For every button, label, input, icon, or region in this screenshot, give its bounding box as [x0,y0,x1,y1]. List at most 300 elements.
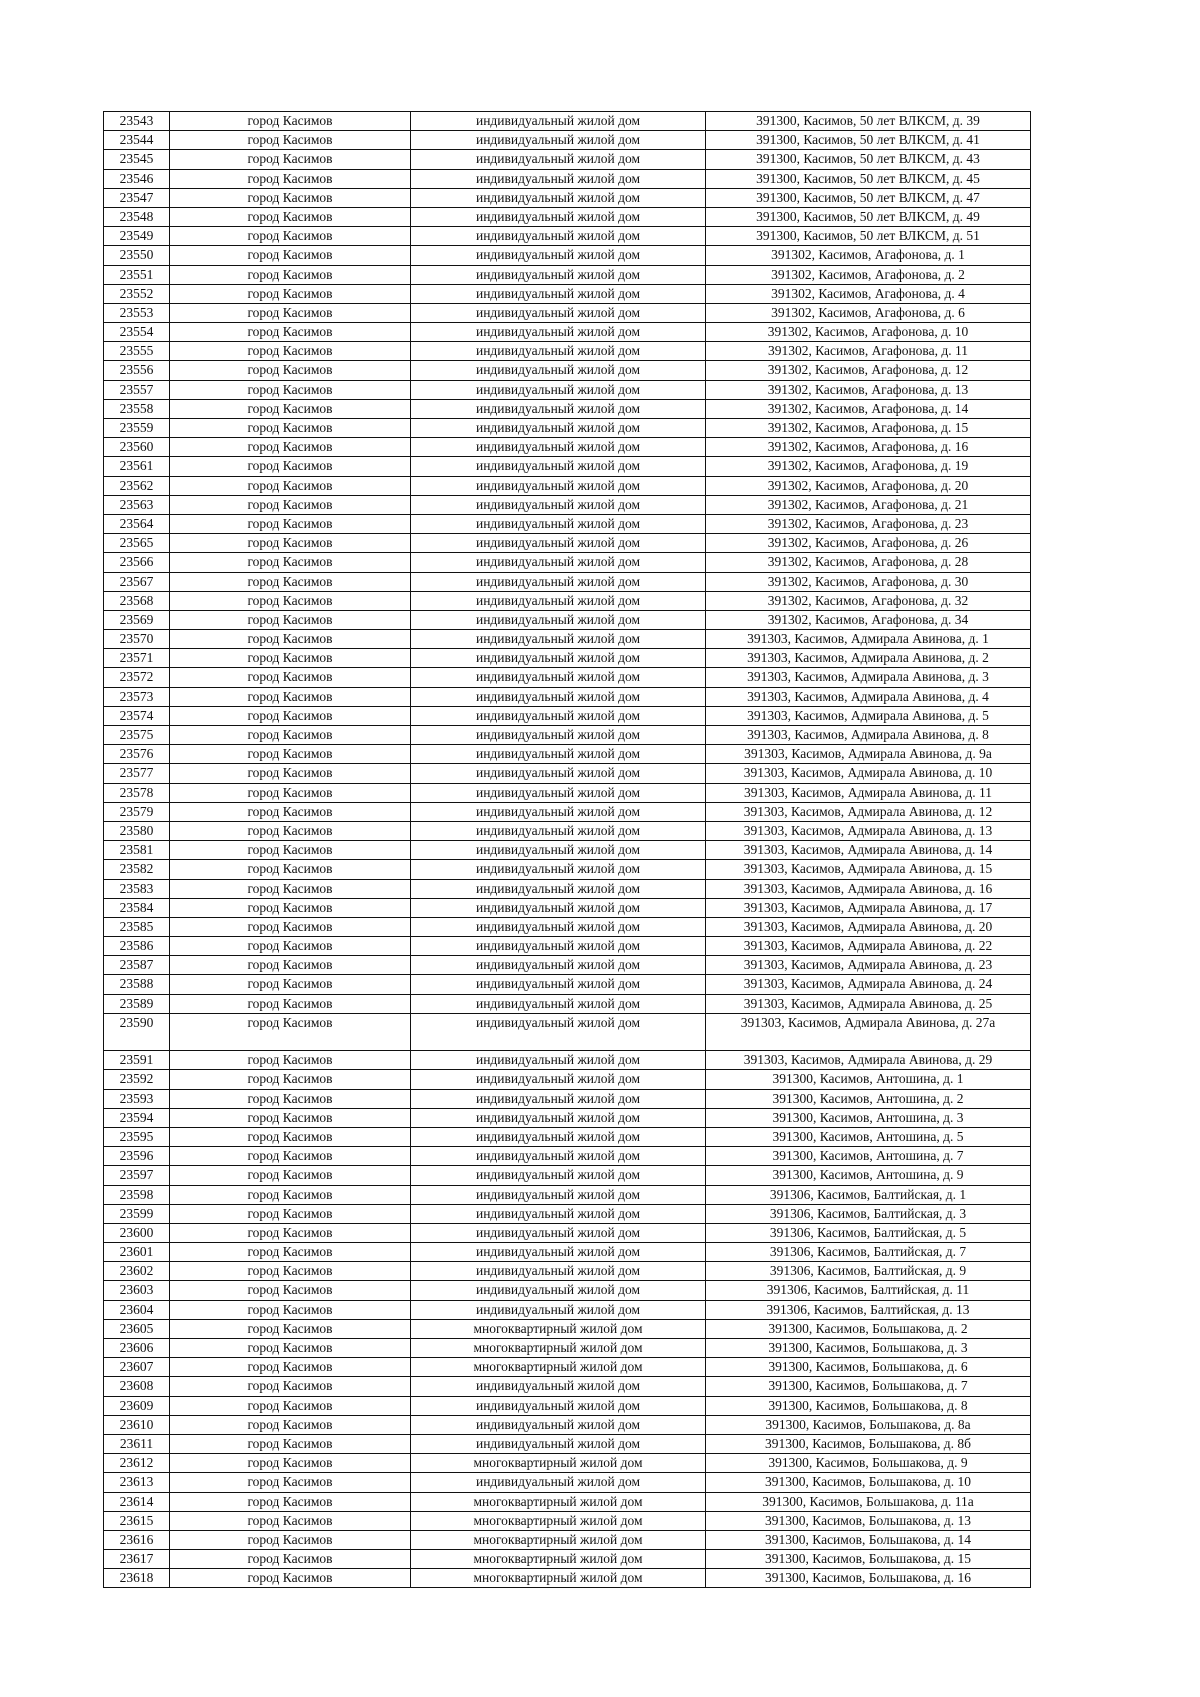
locality-cell: город Касимов [170,1473,411,1492]
locality-cell: город Касимов [170,1415,411,1434]
table-row [104,956,1031,975]
locality-cell: город Касимов [170,342,411,361]
address-cell: 391300, Касимов, Антошина, д. 2 [706,1089,1031,1108]
address-cell: 391300, Касимов, 50 лет ВЛКСМ, д. 47 [706,188,1031,207]
building-type-cell: индивидуальный жилой дом [411,860,706,879]
locality-cell: город Касимов [170,1281,411,1300]
record-number-cell: 23577 [104,764,170,783]
record-number-cell: 23569 [104,610,170,629]
building-type-cell: индивидуальный жилой дом [411,284,706,303]
building-type-cell: индивидуальный жилой дом [411,361,706,380]
record-number-cell: 23609 [104,1396,170,1415]
locality-cell: город Касимов [170,207,411,226]
table-row [104,783,1031,802]
address-cell: 391302, Касимов, Агафонова, д. 23 [706,514,1031,533]
record-number-cell: 23564 [104,514,170,533]
building-type-cell: индивидуальный жилой дом [411,342,706,361]
table-row [104,975,1031,994]
record-number-cell: 23583 [104,879,170,898]
building-type-cell: индивидуальный жилой дом [411,380,706,399]
building-type-cell: индивидуальный жилой дом [411,610,706,629]
building-type-cell: индивидуальный жилой дом [411,265,706,284]
address-cell: 391302, Касимов, Агафонова, д. 15 [706,419,1031,438]
record-number-cell: 23574 [104,706,170,725]
record-number-cell: 23568 [104,591,170,610]
record-number-cell: 23543 [104,112,170,131]
record-number-cell: 23618 [104,1569,170,1588]
address-cell: 391302, Касимов, Агафонова, д. 16 [706,438,1031,457]
record-number-cell: 23590 [104,1013,170,1050]
record-number-cell: 23605 [104,1319,170,1338]
record-number-cell: 23575 [104,726,170,745]
table-row [104,227,1031,246]
record-number-cell: 23616 [104,1530,170,1549]
table-row [104,1319,1031,1338]
building-type-cell: индивидуальный жилой дом [411,1089,706,1108]
table-row [104,726,1031,745]
building-type-cell: индивидуальный жилой дом [411,841,706,860]
building-type-cell: индивидуальный жилой дом [411,630,706,649]
locality-cell: город Касимов [170,1262,411,1281]
table-row [104,246,1031,265]
address-cell: 391302, Касимов, Агафонова, д. 32 [706,591,1031,610]
building-type-cell: индивидуальный жилой дом [411,994,706,1013]
table-row [104,112,1031,131]
locality-cell: город Касимов [170,726,411,745]
record-number-cell: 23560 [104,438,170,457]
address-cell: 391302, Касимов, Агафонова, д. 19 [706,457,1031,476]
table-row [104,610,1031,629]
record-number-cell: 23617 [104,1550,170,1569]
table-row [104,380,1031,399]
building-type-cell: индивидуальный жилой дом [411,917,706,936]
locality-cell: город Касимов [170,764,411,783]
table-row [104,1223,1031,1242]
record-number-cell: 23594 [104,1108,170,1127]
record-number-cell: 23552 [104,284,170,303]
locality-cell: город Касимов [170,610,411,629]
building-type-cell: индивидуальный жилой дом [411,207,706,226]
locality-cell: город Касимов [170,1204,411,1223]
address-cell: 391306, Касимов, Балтийская, д. 3 [706,1204,1031,1223]
address-cell: 391302, Касимов, Агафонова, д. 14 [706,399,1031,418]
table-row [104,706,1031,725]
address-cell: 391300, Касимов, Большакова, д. 16 [706,1569,1031,1588]
record-number-cell: 23565 [104,534,170,553]
address-cell: 391303, Касимов, Адмирала Авинова, д. 25 [706,994,1031,1013]
address-cell: 391300, Касимов, Большакова, д. 8б [706,1434,1031,1453]
locality-cell: город Касимов [170,131,411,150]
table-row [104,1415,1031,1434]
locality-cell: город Касимов [170,956,411,975]
record-number-cell: 23555 [104,342,170,361]
locality-cell: город Касимов [170,917,411,936]
locality-cell: город Касимов [170,860,411,879]
locality-cell: город Касимов [170,495,411,514]
table-row [104,399,1031,418]
record-number-cell: 23596 [104,1147,170,1166]
record-number-cell: 23607 [104,1358,170,1377]
table-row [104,1454,1031,1473]
address-cell: 391303, Касимов, Адмирала Авинова, д. 22 [706,937,1031,956]
table-row [104,572,1031,591]
locality-cell: город Касимов [170,284,411,303]
record-number-cell: 23615 [104,1511,170,1530]
address-cell: 391302, Касимов, Агафонова, д. 11 [706,342,1031,361]
record-number-cell: 23612 [104,1454,170,1473]
building-type-cell: индивидуальный жилой дом [411,706,706,725]
record-number-cell: 23567 [104,572,170,591]
building-type-cell: индивидуальный жилой дом [411,303,706,322]
locality-cell: город Касимов [170,1319,411,1338]
locality-cell: город Касимов [170,1147,411,1166]
record-number-cell: 23558 [104,399,170,418]
address-cell: 391302, Касимов, Агафонова, д. 10 [706,323,1031,342]
address-cell: 391302, Касимов, Агафонова, д. 26 [706,534,1031,553]
address-cell: 391302, Касимов, Агафонова, д. 6 [706,303,1031,322]
building-type-cell: многоквартирный жилой дом [411,1550,706,1569]
table-row [104,1051,1031,1070]
table-row [104,1492,1031,1511]
building-type-cell: индивидуальный жилой дом [411,745,706,764]
address-cell: 391302, Касимов, Агафонова, д. 4 [706,284,1031,303]
locality-cell: город Касимов [170,438,411,457]
locality-cell: город Касимов [170,1300,411,1319]
address-cell: 391306, Касимов, Балтийская, д. 7 [706,1243,1031,1262]
building-type-cell: индивидуальный жилой дом [411,1377,706,1396]
building-type-cell: индивидуальный жилой дом [411,802,706,821]
locality-cell: город Касимов [170,1051,411,1070]
building-type-cell: индивидуальный жилой дом [411,764,706,783]
table-row [104,1185,1031,1204]
building-type-cell: индивидуальный жилой дом [411,1013,706,1050]
address-table [103,111,1031,1588]
locality-cell: город Касимов [170,1166,411,1185]
address-cell: 391302, Касимов, Агафонова, д. 28 [706,553,1031,572]
record-number-cell: 23586 [104,937,170,956]
locality-cell: город Касимов [170,1511,411,1530]
locality-cell: город Касимов [170,227,411,246]
locality-cell: город Касимов [170,361,411,380]
address-cell: 391300, Касимов, Большакова, д. 2 [706,1319,1031,1338]
building-type-cell: индивидуальный жилой дом [411,1415,706,1434]
address-cell: 391300, Касимов, 50 лет ВЛКСМ, д. 49 [706,207,1031,226]
table-row [104,860,1031,879]
address-cell: 391303, Касимов, Адмирала Авинова, д. 4 [706,687,1031,706]
address-cell: 391303, Касимов, Адмирала Авинова, д. 24 [706,975,1031,994]
table-row [104,323,1031,342]
address-cell: 391303, Касимов, Адмирала Авинова, д. 12 [706,802,1031,821]
address-cell: 391300, Касимов, Большакова, д. 10 [706,1473,1031,1492]
building-type-cell: индивидуальный жилой дом [411,821,706,840]
building-type-cell: индивидуальный жилой дом [411,438,706,457]
building-type-cell: индивидуальный жилой дом [411,419,706,438]
address-cell: 391300, Касимов, 50 лет ВЛКСМ, д. 41 [706,131,1031,150]
table-row [104,1013,1031,1050]
record-number-cell: 23546 [104,169,170,188]
building-type-cell: индивидуальный жилой дом [411,1204,706,1223]
table-row [104,591,1031,610]
record-number-cell: 23549 [104,227,170,246]
address-cell: 391303, Касимов, Адмирала Авинова, д. 1 [706,630,1031,649]
table-row [104,841,1031,860]
building-type-cell: индивидуальный жилой дом [411,1051,706,1070]
table-row [104,1339,1031,1358]
locality-cell: город Касимов [170,169,411,188]
locality-cell: город Касимов [170,591,411,610]
table-row [104,879,1031,898]
record-number-cell: 23585 [104,917,170,936]
building-type-cell: индивидуальный жилой дом [411,1262,706,1281]
record-number-cell: 23548 [104,207,170,226]
record-number-cell: 23559 [104,419,170,438]
address-cell: 391303, Касимов, Адмирала Авинова, д. 10 [706,764,1031,783]
building-type-cell: индивидуальный жилой дом [411,649,706,668]
table-row [104,630,1031,649]
table-row [104,1530,1031,1549]
address-cell: 391300, Касимов, Антошина, д. 1 [706,1070,1031,1089]
record-number-cell: 23608 [104,1377,170,1396]
record-number-cell: 23545 [104,150,170,169]
locality-cell: город Касимов [170,1358,411,1377]
record-number-cell: 23584 [104,898,170,917]
building-type-cell: индивидуальный жилой дом [411,476,706,495]
address-cell: 391306, Касимов, Балтийская, д. 9 [706,1262,1031,1281]
address-cell: 391302, Касимов, Агафонова, д. 1 [706,246,1031,265]
building-type-cell: многоквартирный жилой дом [411,1569,706,1588]
record-number-cell: 23614 [104,1492,170,1511]
locality-cell: город Касимов [170,668,411,687]
record-number-cell: 23561 [104,457,170,476]
table-row [104,188,1031,207]
address-cell: 391303, Касимов, Адмирала Авинова, д. 5 [706,706,1031,725]
record-number-cell: 23578 [104,783,170,802]
building-type-cell: индивидуальный жилой дом [411,898,706,917]
record-number-cell: 23571 [104,649,170,668]
record-number-cell: 23588 [104,975,170,994]
address-cell: 391303, Касимов, Адмирала Авинова, д. 20 [706,917,1031,936]
record-number-cell: 23598 [104,1185,170,1204]
building-type-cell: индивидуальный жилой дом [411,112,706,131]
record-number-cell: 23544 [104,131,170,150]
record-number-cell: 23554 [104,323,170,342]
building-type-cell: индивидуальный жилой дом [411,495,706,514]
table-row [104,745,1031,764]
building-type-cell: индивидуальный жилой дом [411,457,706,476]
table-row [104,764,1031,783]
address-cell: 391302, Касимов, Агафонова, д. 2 [706,265,1031,284]
address-cell: 391300, Касимов, Большакова, д. 14 [706,1530,1031,1549]
address-cell: 391303, Касимов, Адмирала Авинова, д. 15 [706,860,1031,879]
locality-cell: город Касимов [170,802,411,821]
building-type-cell: индивидуальный жилой дом [411,956,706,975]
locality-cell: город Касимов [170,572,411,591]
locality-cell: город Касимов [170,649,411,668]
address-table-body [104,112,1031,1588]
building-type-cell: индивидуальный жилой дом [411,1147,706,1166]
address-cell: 391303, Касимов, Адмирала Авинова, д. 14 [706,841,1031,860]
locality-cell: город Касимов [170,514,411,533]
address-cell: 391300, Касимов, Антошина, д. 5 [706,1127,1031,1146]
building-type-cell: многоквартирный жилой дом [411,1492,706,1511]
locality-cell: город Касимов [170,1013,411,1050]
table-row [104,419,1031,438]
table-row [104,1358,1031,1377]
building-type-cell: индивидуальный жилой дом [411,1281,706,1300]
building-type-cell: многоквартирный жилой дом [411,1319,706,1338]
locality-cell: город Касимов [170,1108,411,1127]
record-number-cell: 23551 [104,265,170,284]
building-type-cell: индивидуальный жилой дом [411,227,706,246]
record-number-cell: 23562 [104,476,170,495]
address-cell: 391302, Касимов, Агафонова, д. 21 [706,495,1031,514]
locality-cell: город Касимов [170,1070,411,1089]
table-row [104,1147,1031,1166]
record-number-cell: 23610 [104,1415,170,1434]
record-number-cell: 23592 [104,1070,170,1089]
locality-cell: город Касимов [170,1569,411,1588]
building-type-cell: индивидуальный жилой дом [411,1396,706,1415]
address-cell: 391302, Касимов, Агафонова, д. 34 [706,610,1031,629]
address-cell: 391300, Касимов, Большакова, д. 8а [706,1415,1031,1434]
record-number-cell: 23572 [104,668,170,687]
record-number-cell: 23579 [104,802,170,821]
locality-cell: город Касимов [170,399,411,418]
address-cell: 391300, Касимов, 50 лет ВЛКСМ, д. 39 [706,112,1031,131]
table-row [104,265,1031,284]
table-row [104,687,1031,706]
table-row [104,1550,1031,1569]
address-cell: 391303, Касимов, Адмирала Авинова, д. 8 [706,726,1031,745]
table-row [104,1127,1031,1146]
building-type-cell: индивидуальный жилой дом [411,1127,706,1146]
record-number-cell: 23597 [104,1166,170,1185]
table-row [104,207,1031,226]
record-number-cell: 23570 [104,630,170,649]
table-row [104,342,1031,361]
record-number-cell: 23593 [104,1089,170,1108]
building-type-cell: индивидуальный жилой дом [411,1473,706,1492]
address-cell: 391303, Касимов, Адмирала Авинова, д. 23 [706,956,1031,975]
table-row [104,1511,1031,1530]
record-number-cell: 23591 [104,1051,170,1070]
locality-cell: город Касимов [170,783,411,802]
table-row [104,284,1031,303]
table-row [104,802,1031,821]
building-type-cell: индивидуальный жилой дом [411,323,706,342]
record-number-cell: 23563 [104,495,170,514]
locality-cell: город Касимов [170,1396,411,1415]
table-row [104,1281,1031,1300]
record-number-cell: 23589 [104,994,170,1013]
table-row [104,1089,1031,1108]
locality-cell: город Касимов [170,745,411,764]
record-number-cell: 23557 [104,380,170,399]
building-type-cell: индивидуальный жилой дом [411,1185,706,1204]
locality-cell: город Касимов [170,821,411,840]
record-number-cell: 23604 [104,1300,170,1319]
building-type-cell: многоквартирный жилой дом [411,1339,706,1358]
address-cell: 391300, Касимов, Большакова, д. 7 [706,1377,1031,1396]
building-type-cell: индивидуальный жилой дом [411,572,706,591]
address-cell: 391303, Касимов, Адмирала Авинова, д. 27а [706,1013,1031,1050]
locality-cell: город Касимов [170,975,411,994]
address-cell: 391300, Касимов, Большакова, д. 15 [706,1550,1031,1569]
building-type-cell: индивидуальный жилой дом [411,1108,706,1127]
table-row [104,361,1031,380]
record-number-cell: 23599 [104,1204,170,1223]
table-row [104,131,1031,150]
address-cell: 391303, Касимов, Адмирала Авинова, д. 2 [706,649,1031,668]
building-type-cell: индивидуальный жилой дом [411,687,706,706]
building-type-cell: индивидуальный жилой дом [411,150,706,169]
building-type-cell: индивидуальный жилой дом [411,591,706,610]
table-row [104,457,1031,476]
building-type-cell: индивидуальный жилой дом [411,668,706,687]
table-row [104,438,1031,457]
address-cell: 391306, Касимов, Балтийская, д. 5 [706,1223,1031,1242]
locality-cell: город Касимов [170,994,411,1013]
address-cell: 391300, Касимов, Большакова, д. 11а [706,1492,1031,1511]
address-cell: 391306, Касимов, Балтийская, д. 1 [706,1185,1031,1204]
address-cell: 391300, Касимов, Антошина, д. 9 [706,1166,1031,1185]
record-number-cell: 23595 [104,1127,170,1146]
locality-cell: город Касимов [170,553,411,572]
address-cell: 391303, Касимов, Адмирала Авинова, д. 11 [706,783,1031,802]
locality-cell: город Касимов [170,879,411,898]
building-type-cell: многоквартирный жилой дом [411,1358,706,1377]
address-cell: 391300, Касимов, Большакова, д. 3 [706,1339,1031,1358]
locality-cell: город Касимов [170,1550,411,1569]
table-row [104,898,1031,917]
table-row [104,1204,1031,1223]
building-type-cell: индивидуальный жилой дом [411,783,706,802]
address-cell: 391300, Касимов, Антошина, д. 3 [706,1108,1031,1127]
record-number-cell: 23613 [104,1473,170,1492]
building-type-cell: индивидуальный жилой дом [411,1223,706,1242]
table-row [104,1300,1031,1319]
locality-cell: город Касимов [170,188,411,207]
building-type-cell: индивидуальный жилой дом [411,131,706,150]
locality-cell: город Касимов [170,323,411,342]
record-number-cell: 23576 [104,745,170,764]
table-row [104,1166,1031,1185]
table-row [104,937,1031,956]
table-row [104,1396,1031,1415]
building-type-cell: многоквартирный жилой дом [411,1530,706,1549]
locality-cell: город Касимов [170,687,411,706]
building-type-cell: индивидуальный жилой дом [411,514,706,533]
building-type-cell: индивидуальный жилой дом [411,188,706,207]
building-type-cell: индивидуальный жилой дом [411,169,706,188]
record-number-cell: 23580 [104,821,170,840]
table-row [104,1473,1031,1492]
building-type-cell: индивидуальный жилой дом [411,534,706,553]
address-cell: 391300, Касимов, Большакова, д. 8 [706,1396,1031,1415]
table-row [104,150,1031,169]
locality-cell: город Касимов [170,476,411,495]
table-row [104,994,1031,1013]
record-number-cell: 23566 [104,553,170,572]
record-number-cell: 23602 [104,1262,170,1281]
record-number-cell: 23582 [104,860,170,879]
locality-cell: город Касимов [170,1530,411,1549]
building-type-cell: индивидуальный жилой дом [411,1166,706,1185]
locality-cell: город Касимов [170,246,411,265]
table-row [104,495,1031,514]
building-type-cell: индивидуальный жилой дом [411,975,706,994]
address-cell: 391303, Касимов, Адмирала Авинова, д. 3 [706,668,1031,687]
